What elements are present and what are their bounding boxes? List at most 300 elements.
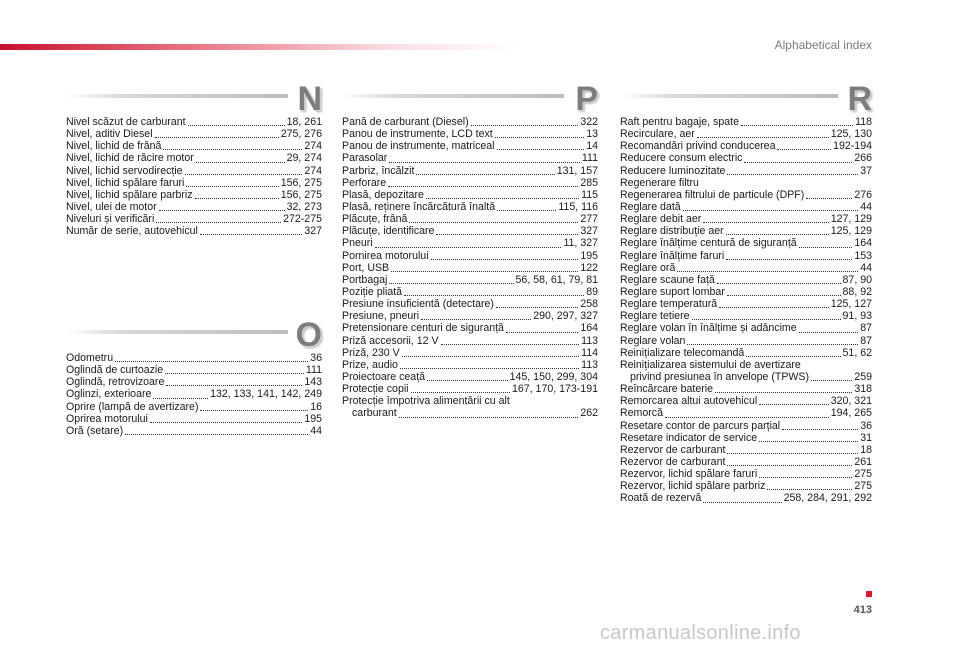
section-divider bbox=[620, 94, 838, 98]
index-entry bbox=[342, 152, 598, 164]
section-letter-r: R bbox=[847, 80, 872, 118]
header-accent-bar bbox=[0, 44, 520, 50]
entry-pages: 327 bbox=[304, 225, 322, 238]
entry-pages: 122 bbox=[580, 261, 598, 274]
index-entry bbox=[342, 177, 598, 189]
entry-term: Odometru bbox=[66, 351, 114, 364]
index-entry bbox=[620, 225, 872, 237]
entry-pages: 258 bbox=[580, 298, 598, 311]
entry-pages: 89 bbox=[586, 285, 598, 298]
index-list-r bbox=[620, 116, 872, 505]
index-entry bbox=[66, 189, 322, 201]
index-entry bbox=[342, 407, 598, 419]
index-entry bbox=[66, 352, 322, 364]
entry-term: Rezervor, lichid spălare faruri bbox=[620, 468, 758, 481]
index-entry bbox=[620, 274, 872, 286]
entry-term: Presiune insuficientă (detectare) bbox=[342, 298, 494, 311]
entry-pages: 44 bbox=[860, 261, 872, 274]
entry-pages: 111 bbox=[305, 364, 322, 377]
index-entry bbox=[342, 371, 598, 383]
dot-leader bbox=[471, 125, 579, 126]
entry-term: Plăcuțe, identificare bbox=[342, 225, 435, 238]
entry-pages: 194, 265 bbox=[830, 407, 872, 420]
dot-leader bbox=[799, 332, 859, 333]
dot-leader bbox=[759, 404, 829, 405]
index-entry bbox=[66, 401, 322, 413]
index-entry bbox=[342, 274, 598, 286]
entry-term: Reglare înălțime faruri bbox=[620, 249, 725, 262]
entry-term: Reglare tetiere bbox=[620, 310, 690, 323]
entry-pages: 145, 150, 299, 304 bbox=[509, 370, 598, 383]
entry-term: Reinițializarea sistemului de avertizare bbox=[620, 358, 801, 371]
dot-leader bbox=[200, 234, 302, 235]
entry-term: Oră (setare) bbox=[66, 424, 124, 437]
entry-pages: 192-194 bbox=[833, 140, 872, 153]
entry-pages: 44 bbox=[310, 424, 322, 437]
dot-leader bbox=[391, 271, 578, 272]
entry-term: Reîncărcare baterie bbox=[620, 383, 714, 396]
entry-pages: 88, 92 bbox=[842, 285, 872, 298]
dot-leader bbox=[427, 380, 508, 381]
dot-leader bbox=[759, 477, 852, 478]
index-entry bbox=[66, 165, 322, 177]
index-entry bbox=[342, 140, 598, 152]
section-letter-p: P bbox=[575, 80, 598, 118]
dot-leader bbox=[665, 417, 829, 418]
entry-term: Regenerarea filtrului de particule (DPF) bbox=[620, 188, 805, 201]
entry-pages: 87 bbox=[860, 322, 872, 335]
section-letter-n: N bbox=[297, 80, 322, 118]
entry-pages: 114 bbox=[581, 346, 598, 359]
entry-term: Roată de rezervă bbox=[620, 492, 702, 505]
section-divider bbox=[66, 94, 288, 98]
dot-leader bbox=[744, 162, 852, 163]
entry-pages: 91, 93 bbox=[842, 310, 872, 323]
entry-term: Reglare dată bbox=[620, 200, 681, 213]
entry-pages: 132, 133, 141, 142, 249 bbox=[210, 388, 322, 401]
entry-term: Plasă, depozitare bbox=[342, 188, 424, 201]
index-entry bbox=[620, 359, 872, 371]
dot-leader bbox=[759, 441, 858, 442]
index-entry bbox=[620, 371, 872, 383]
entry-pages: 36 bbox=[860, 419, 872, 432]
dot-leader bbox=[421, 319, 531, 320]
entry-term: Pană de carburant (Diesel) bbox=[342, 115, 469, 128]
entry-pages: 131, 157 bbox=[556, 164, 598, 177]
entry-term: Parbriz, încălzit bbox=[342, 164, 415, 177]
index-entry bbox=[342, 286, 598, 298]
index-list-n bbox=[66, 116, 322, 237]
entry-term: Oglindă de curtoazie bbox=[66, 364, 164, 377]
watermark: carmanualsonline.info bbox=[600, 622, 801, 644]
entry-pages: 156, 275 bbox=[280, 188, 322, 201]
index-entry bbox=[342, 213, 598, 225]
entry-term: Protecție împotriva alimentării cu alt bbox=[342, 395, 510, 408]
entry-term: Reglare debit aer bbox=[620, 213, 702, 226]
dot-leader bbox=[767, 489, 852, 490]
entry-pages: 16 bbox=[310, 400, 322, 413]
dot-leader bbox=[165, 373, 304, 374]
index-list-p bbox=[342, 116, 598, 420]
entry-term: Plăcuțe, frână bbox=[342, 213, 408, 226]
entry-term: Resetare indicator de service bbox=[620, 431, 758, 444]
dot-leader bbox=[727, 465, 852, 466]
index-entry bbox=[342, 298, 598, 310]
index-entry bbox=[342, 250, 598, 262]
entry-pages: 266 bbox=[854, 152, 872, 165]
entry-term: Reglare înălțime centură de siguranță bbox=[620, 237, 797, 250]
index-entry bbox=[342, 395, 598, 407]
entry-pages: 56, 58, 61, 79, 81 bbox=[515, 273, 598, 286]
entry-pages: 115 bbox=[581, 188, 598, 201]
entry-pages: 127, 129 bbox=[830, 213, 872, 226]
entry-term: Poziție pliată bbox=[342, 285, 403, 298]
dot-leader bbox=[782, 429, 858, 430]
entry-term: Reglare suport lombar bbox=[620, 285, 725, 298]
entry-term: Oprire (lampă de avertizare) bbox=[66, 400, 199, 413]
entry-term: Remorcă bbox=[620, 407, 663, 420]
entry-term: Regenerare filtru bbox=[620, 176, 699, 189]
index-entry bbox=[620, 298, 872, 310]
entry-term: Nivel, lichid spălare parbriz bbox=[66, 188, 193, 201]
entry-pages: 18 bbox=[860, 443, 872, 456]
page-marker bbox=[866, 591, 872, 597]
entry-pages: 274 bbox=[304, 140, 322, 153]
index-entry bbox=[620, 432, 872, 444]
index-entry bbox=[342, 128, 598, 140]
index-entry bbox=[620, 383, 872, 395]
dot-leader bbox=[495, 137, 584, 138]
dot-leader bbox=[150, 422, 302, 423]
dot-leader bbox=[411, 392, 510, 393]
entry-term: Rezervor de carburant bbox=[620, 443, 726, 456]
dot-leader bbox=[389, 283, 513, 284]
index-entry bbox=[66, 425, 322, 437]
index-entry bbox=[66, 152, 322, 164]
page-header-title: Alphabetical index bbox=[774, 38, 872, 52]
entry-pages: 195 bbox=[304, 412, 322, 425]
entry-term: Presiune, pneuri bbox=[342, 310, 420, 323]
entry-term: Reglare temperatură bbox=[620, 298, 718, 311]
entry-pages: 285 bbox=[580, 176, 598, 189]
entry-term: Panou de instrumente, LCD text bbox=[342, 128, 493, 141]
section-divider bbox=[66, 330, 288, 334]
dot-leader bbox=[441, 344, 580, 345]
index-entry bbox=[342, 225, 598, 237]
entry-term: Recirculare, aer bbox=[620, 128, 695, 141]
dot-leader bbox=[431, 259, 579, 260]
entry-pages: 87, 90 bbox=[842, 273, 872, 286]
index-entry bbox=[66, 140, 322, 152]
entry-term: Reducere luminozitate bbox=[620, 164, 726, 177]
index-entry bbox=[620, 322, 872, 334]
entry-term: Reglare volan în înălțime și adâncime bbox=[620, 322, 797, 335]
index-entry bbox=[620, 201, 872, 213]
dot-leader bbox=[388, 186, 578, 187]
entry-term: Remorcarea altui autovehicul bbox=[620, 395, 758, 408]
index-entry bbox=[66, 116, 322, 128]
dot-leader bbox=[497, 149, 585, 150]
dot-leader bbox=[185, 174, 303, 175]
index-entry bbox=[620, 335, 872, 347]
index-entry bbox=[66, 364, 322, 376]
entry-term: privind presiunea în anvelope (TPWS) bbox=[630, 370, 810, 383]
entry-term: Reinițializare telecomandă bbox=[620, 346, 745, 359]
index-entry bbox=[342, 383, 598, 395]
entry-pages: 11, 327 bbox=[563, 237, 598, 250]
index-entry bbox=[342, 335, 598, 347]
entry-term: Parasolar bbox=[342, 152, 388, 165]
dot-leader bbox=[727, 295, 841, 296]
entry-term: Protecție copii bbox=[342, 383, 409, 396]
entry-pages: 322 bbox=[580, 115, 598, 128]
entry-term: Oglindă, retrovizoare bbox=[66, 376, 165, 389]
index-entry bbox=[620, 237, 872, 249]
entry-term: Oprirea motorului bbox=[66, 412, 148, 425]
entry-term: Plasă, reținere încărcătură înaltă bbox=[342, 200, 496, 213]
index-entry bbox=[620, 128, 872, 140]
index-entry bbox=[620, 116, 872, 128]
index-entry bbox=[342, 262, 598, 274]
dot-leader bbox=[153, 398, 208, 399]
index-entry bbox=[620, 213, 872, 225]
page-number: 413 bbox=[853, 604, 872, 616]
index-entry bbox=[620, 407, 872, 419]
entry-pages: 272-275 bbox=[283, 213, 322, 226]
entry-term: Nivel, lichid de frână bbox=[66, 140, 162, 153]
entry-term: Pneuri bbox=[342, 237, 373, 250]
dot-leader bbox=[497, 210, 556, 211]
entry-pages: 275 bbox=[854, 468, 872, 481]
entry-pages: 261 bbox=[854, 455, 872, 468]
dot-leader bbox=[703, 222, 828, 223]
dot-leader bbox=[726, 259, 852, 260]
entry-term: Pornirea motorului bbox=[342, 249, 429, 262]
entry-term: Reglare scaune față bbox=[620, 273, 715, 286]
dot-leader bbox=[741, 125, 853, 126]
dot-leader bbox=[799, 247, 853, 248]
dot-leader bbox=[715, 392, 852, 393]
dot-leader bbox=[402, 356, 579, 357]
index-entry bbox=[66, 201, 322, 213]
entry-pages: 115, 116 bbox=[558, 200, 598, 213]
index-entry bbox=[620, 420, 872, 432]
index-entry bbox=[620, 262, 872, 274]
entry-term: Recomandări privind conducerea bbox=[620, 140, 776, 153]
entry-pages: 14 bbox=[586, 140, 598, 153]
index-entry bbox=[342, 165, 598, 177]
index-entry bbox=[342, 322, 598, 334]
index-entry bbox=[620, 250, 872, 262]
entry-term: Nivel, ulei de motor bbox=[66, 200, 157, 213]
entry-pages: 113 bbox=[581, 334, 598, 347]
dot-leader bbox=[703, 502, 781, 503]
entry-pages: 125, 127 bbox=[830, 298, 872, 311]
dot-leader bbox=[717, 283, 841, 284]
entry-pages: 153 bbox=[854, 249, 872, 262]
index-entry bbox=[620, 310, 872, 322]
entry-term: Prize, audio bbox=[342, 358, 398, 371]
entry-pages: 327 bbox=[580, 225, 598, 238]
entry-term: Rezervor, lichid spălare parbriz bbox=[620, 480, 766, 493]
entry-term: Număr de serie, autovehicul bbox=[66, 225, 198, 238]
entry-term: Nivel, lichid spălare faruri bbox=[66, 176, 185, 189]
entry-pages: 275 bbox=[854, 480, 872, 493]
index-entry bbox=[66, 388, 322, 400]
entry-pages: 275, 276 bbox=[280, 128, 322, 141]
dot-leader bbox=[155, 137, 279, 138]
index-entry bbox=[620, 492, 872, 504]
entry-pages: 36 bbox=[310, 351, 322, 364]
dot-leader bbox=[726, 234, 829, 235]
index-entry bbox=[620, 347, 872, 359]
index-entry bbox=[66, 213, 322, 225]
index-entry bbox=[620, 468, 872, 480]
entry-pages: 258, 284, 291, 292 bbox=[783, 492, 872, 505]
entry-pages: 195 bbox=[580, 249, 598, 262]
entry-pages: 143 bbox=[304, 376, 322, 389]
entry-term: Port, USB bbox=[342, 261, 390, 274]
index-entry bbox=[620, 444, 872, 456]
entry-term: Nivel, aditiv Diesel bbox=[66, 128, 153, 141]
entry-term: Panou de instrumente, matriceal bbox=[342, 140, 495, 153]
index-entry bbox=[342, 116, 598, 128]
entry-pages: 259 bbox=[854, 370, 872, 383]
dot-leader bbox=[125, 434, 308, 435]
dot-leader bbox=[409, 222, 578, 223]
index-entry bbox=[342, 189, 598, 201]
dot-leader bbox=[188, 125, 285, 126]
dot-leader bbox=[436, 234, 578, 235]
index-entry bbox=[620, 189, 872, 201]
entry-pages: 51, 62 bbox=[842, 346, 872, 359]
entry-pages: 277 bbox=[580, 213, 598, 226]
dot-leader bbox=[777, 149, 831, 150]
entry-pages: 156, 275 bbox=[280, 176, 322, 189]
entry-pages: 87 bbox=[860, 334, 872, 347]
entry-term: Niveluri și verificări bbox=[66, 213, 155, 226]
entry-pages: 13 bbox=[586, 128, 598, 141]
entry-pages: 113 bbox=[581, 358, 598, 371]
dot-leader bbox=[692, 319, 841, 320]
dot-leader bbox=[683, 210, 859, 211]
section-divider bbox=[342, 94, 564, 98]
entry-pages: 18, 261 bbox=[286, 115, 322, 128]
entry-term: Raft pentru bagaje, spate bbox=[620, 115, 739, 128]
entry-term: Resetare contor de parcurs parțial bbox=[620, 419, 781, 432]
index-entry bbox=[66, 376, 322, 388]
index-entry bbox=[620, 165, 872, 177]
entry-pages: 44 bbox=[860, 200, 872, 213]
entry-term: Rezervor de carburant bbox=[620, 455, 726, 468]
dot-leader bbox=[746, 356, 840, 357]
entry-term: Oglinzi, exterioare bbox=[66, 388, 152, 401]
entry-term: Portbagaj bbox=[342, 273, 388, 286]
entry-term: Nivel scăzut de carburant bbox=[66, 115, 186, 128]
dot-leader bbox=[195, 198, 279, 199]
dot-leader bbox=[163, 149, 302, 150]
dot-leader bbox=[400, 368, 579, 369]
entry-pages: 290, 297, 327 bbox=[533, 310, 598, 323]
entry-term: Priză accesorii, 12 V bbox=[342, 334, 439, 347]
entry-pages: 274 bbox=[304, 164, 322, 177]
section-letter-o: O bbox=[295, 316, 322, 354]
entry-term: Pretensionare centuri de siguranță bbox=[342, 322, 504, 335]
entry-pages: 29, 274 bbox=[286, 152, 322, 165]
index-entry bbox=[620, 286, 872, 298]
dot-leader bbox=[811, 380, 852, 381]
dot-leader bbox=[426, 198, 579, 199]
entry-term: Priză, 230 V bbox=[342, 346, 400, 359]
entry-pages: 31 bbox=[860, 431, 872, 444]
dot-leader bbox=[115, 361, 308, 362]
entry-term: Nivel, lichid de răcire motor bbox=[66, 152, 194, 165]
index-entry bbox=[620, 152, 872, 164]
entry-pages: 37 bbox=[860, 164, 872, 177]
entry-pages: 32, 273 bbox=[286, 200, 322, 213]
entry-term: Reglare volan bbox=[620, 334, 686, 347]
dot-leader bbox=[697, 137, 829, 138]
dot-leader bbox=[156, 222, 281, 223]
index-list-o bbox=[66, 352, 322, 437]
index-entry bbox=[342, 347, 598, 359]
entry-term: Proiectoare ceață bbox=[342, 370, 426, 383]
entry-pages: 262 bbox=[580, 407, 598, 420]
entry-pages: 125, 129 bbox=[830, 225, 872, 238]
index-entry bbox=[66, 225, 322, 237]
entry-term: Nivel, lichid servodirecție bbox=[66, 164, 183, 177]
dot-leader bbox=[677, 271, 858, 272]
entry-pages: 111 bbox=[581, 152, 598, 165]
dot-leader bbox=[496, 307, 578, 308]
index-entry bbox=[620, 480, 872, 492]
dot-leader bbox=[506, 332, 578, 333]
index-entry bbox=[66, 128, 322, 140]
dot-leader bbox=[687, 344, 858, 345]
index-entry bbox=[66, 177, 322, 189]
entry-pages: 164 bbox=[580, 322, 598, 335]
dot-leader bbox=[166, 385, 302, 386]
index-entry bbox=[620, 140, 872, 152]
dot-leader bbox=[727, 174, 858, 175]
entry-pages: 167, 170, 173-191 bbox=[511, 383, 598, 396]
entry-term: Perforare bbox=[342, 176, 387, 189]
dot-leader bbox=[806, 198, 852, 199]
entry-term: Reducere consum electric bbox=[620, 152, 743, 165]
entry-pages: 276 bbox=[854, 188, 872, 201]
index-entry bbox=[342, 237, 598, 249]
dot-leader bbox=[389, 162, 580, 163]
entry-pages: 125, 130 bbox=[830, 128, 872, 141]
dot-leader bbox=[159, 210, 285, 211]
dot-leader bbox=[186, 186, 278, 187]
dot-leader bbox=[416, 174, 554, 175]
entry-pages: 164 bbox=[854, 237, 872, 250]
entry-pages: 320, 321 bbox=[830, 395, 872, 408]
index-entry bbox=[342, 201, 598, 213]
dot-leader bbox=[399, 417, 579, 418]
dot-leader bbox=[719, 307, 829, 308]
dot-leader bbox=[375, 247, 562, 248]
dot-leader bbox=[200, 410, 308, 411]
index-entry bbox=[66, 413, 322, 425]
entry-term: Reglare oră bbox=[620, 261, 676, 274]
entry-pages: 118 bbox=[855, 115, 872, 128]
entry-pages: 318 bbox=[854, 383, 872, 396]
index-entry bbox=[342, 310, 598, 322]
dot-leader bbox=[196, 162, 285, 163]
index-entry bbox=[342, 359, 598, 371]
